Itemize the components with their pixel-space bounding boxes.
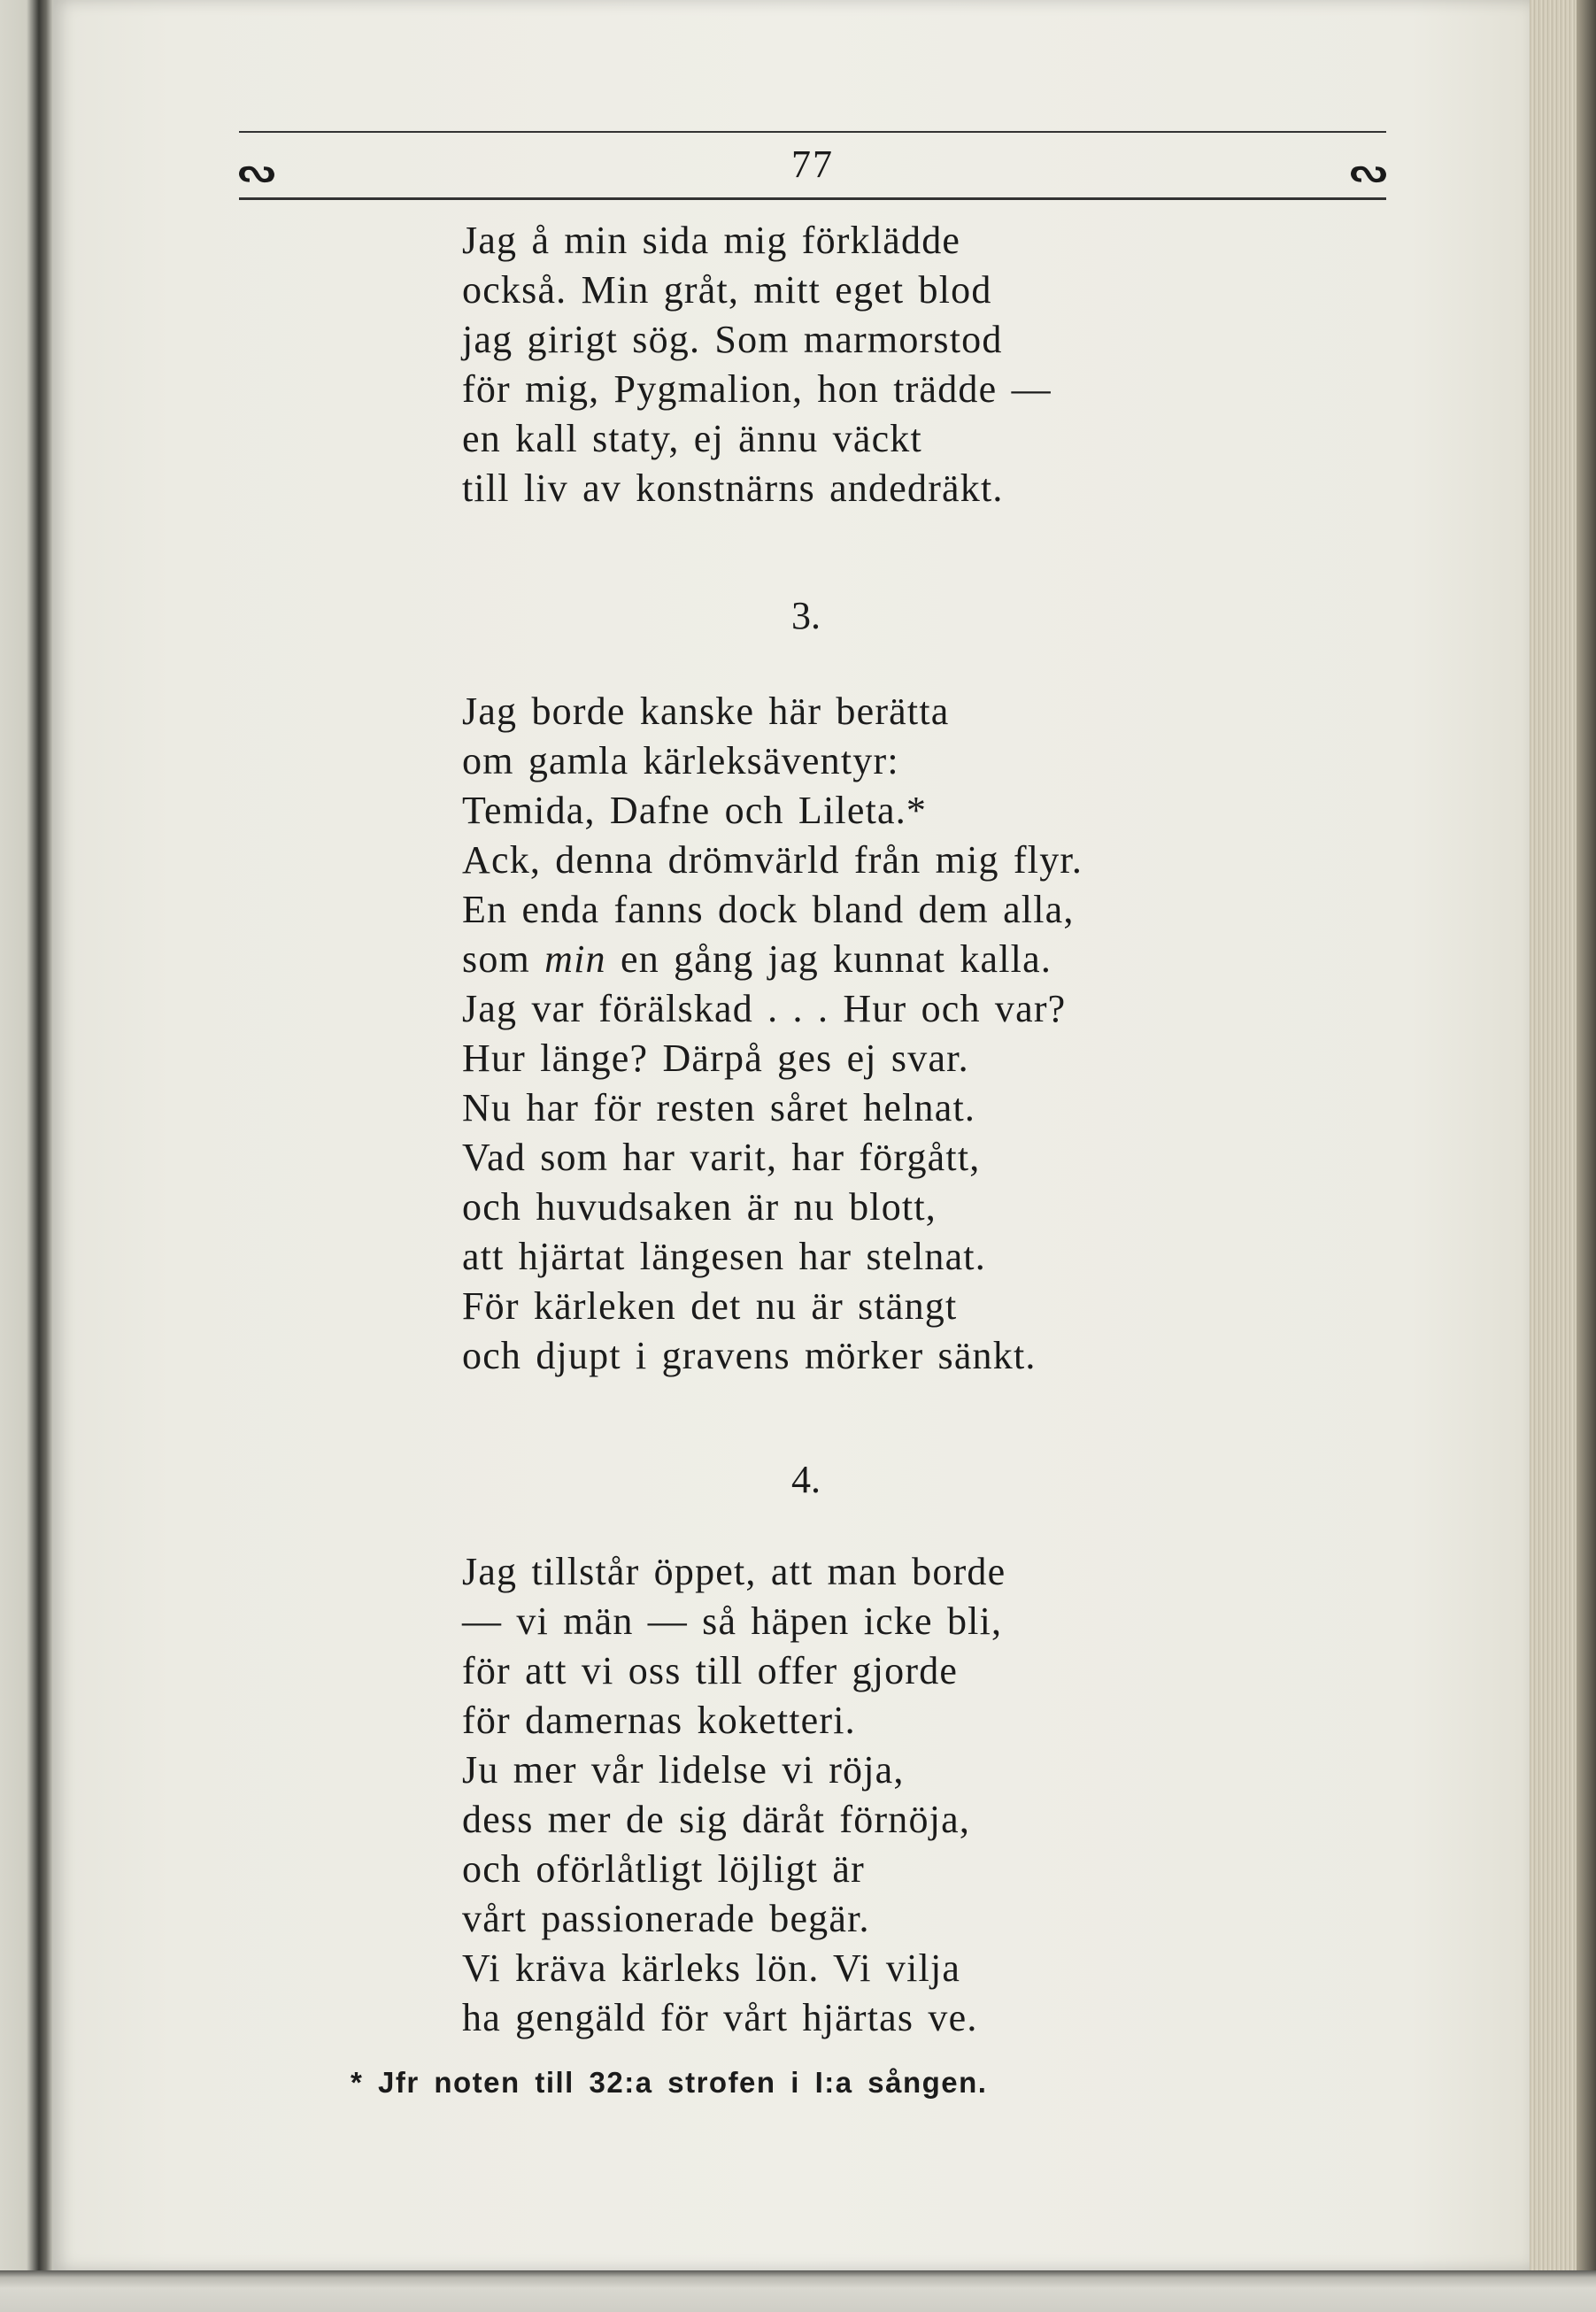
left-page-edge (0, 0, 55, 2312)
poem-line: till liv av konstnärns andedräkt. (462, 466, 1004, 510)
poem-line: ha gengäld för vårt hjärtas ve. (462, 1996, 978, 2039)
page-number: 77 (791, 143, 834, 186)
ornament-left-icon: ᔓ (238, 152, 275, 189)
poem-line: om gamla kärleksäventyr: (462, 739, 899, 782)
poem-line: en kall staty, ej ännu väckt (462, 417, 922, 460)
poem-line: För kärleken det nu är stängt (462, 1284, 958, 1328)
right-page-stack (1527, 0, 1596, 2312)
ornament-right-icon: ᔓ (1350, 152, 1387, 189)
poem-line: och oförlåtligt löjligt är (462, 1847, 865, 1891)
stanza-continued (462, 216, 1052, 513)
poem-line: jag girigt sög. Som marmorstod (462, 318, 1003, 361)
poem-line: för mig, Pygmalion, hon trädde — (462, 367, 1052, 411)
poem-line: som min en gång jag kunnat kalla. (462, 937, 1052, 981)
poem-line: Vad som har varit, har förgått, (462, 1136, 981, 1179)
section-number-3: 3. (791, 594, 821, 637)
poem-line: också. Min gråt, mitt eget blod (462, 268, 992, 312)
poem-line: dess mer de sig däråt förnöja, (462, 1798, 971, 1841)
poem-line: Jag å min sida mig förklädde (462, 219, 961, 262)
section-number-4: 4. (791, 1458, 821, 1501)
poem-line: och djupt i gravens mörker sänkt. (462, 1334, 1037, 1377)
poem-line: och huvudsaken är nu blott, (462, 1185, 937, 1229)
poem-line: Nu har för resten såret helnat. (462, 1086, 976, 1129)
stanza-4 (462, 1547, 1006, 2043)
header-rule-bottom (239, 197, 1386, 200)
page-header (239, 131, 1386, 200)
footnote: * Jfr noten till 32:a strofen i I:a sången. (351, 2066, 988, 2099)
bottom-edge (0, 2270, 1596, 2312)
book-page (53, 0, 1530, 2270)
poem-line: Ju mer vår lidelse vi röja, (462, 1748, 905, 1792)
poem-line: En enda fanns dock bland dem alla, (462, 888, 1075, 931)
poem-line: Hur länge? Därpå ges ej svar. (462, 1037, 969, 1080)
poem-line: att hjärtat längesen har stelnat. (462, 1235, 986, 1278)
poem-line: vårt passionerade begär. (462, 1897, 870, 1940)
poem-line: Vi kräva kärleks lön. Vi vilja (462, 1946, 961, 1990)
poem-line: Ack, denna drömvärld från mig flyr. (462, 838, 1083, 882)
poem-line: för att vi oss till offer gjorde (462, 1649, 959, 1692)
poem-line: för damernas koketteri. (462, 1699, 856, 1742)
header-rule-top (239, 131, 1386, 133)
poem-line: Jag borde kanske här berätta (462, 690, 950, 733)
poem-line: Temida, Dafne och Lileta.* (462, 789, 928, 832)
stanza-3 (462, 687, 1083, 1381)
italic-word: min (544, 937, 606, 981)
poem-line: — vi män — så häpen icke bli, (462, 1599, 1003, 1643)
poem-line: Jag var förälskad . . . Hur och var? (462, 987, 1067, 1030)
poem-line: Jag tillstår öppet, att man borde (462, 1550, 1006, 1593)
